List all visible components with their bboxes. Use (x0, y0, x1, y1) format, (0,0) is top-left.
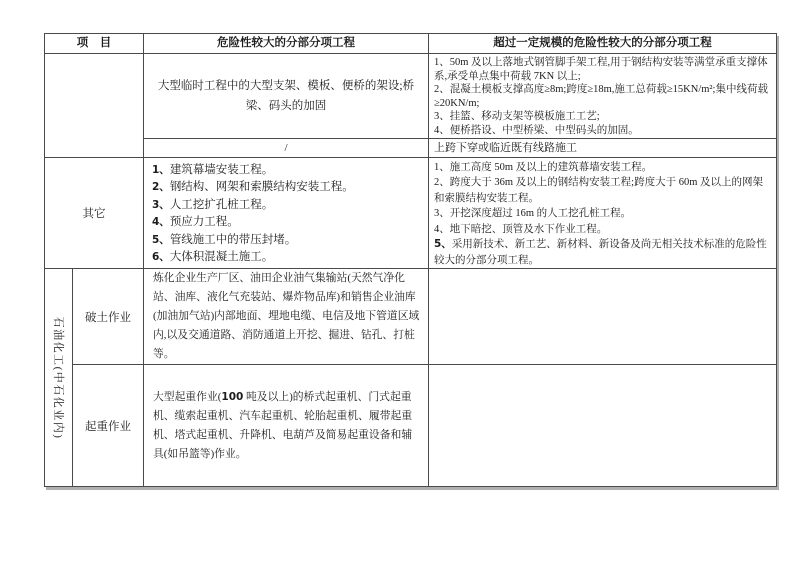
item-text: 钢结构、网架和索膜结构安装工程。 (169, 181, 354, 194)
list-item: 3、挂篮、移动支架等模板施工工艺; (434, 111, 600, 123)
item-text: 人工挖扩孔桩工程。 (169, 198, 274, 211)
cell-other-dangerous (144, 157, 429, 269)
item-text: 管线施工中的带压封堵。 (169, 233, 297, 246)
list-item (152, 179, 424, 197)
line-crossing-row (45, 138, 777, 157)
header-row (45, 34, 777, 54)
header-cell-project: 项 目 (45, 34, 144, 54)
list-item (434, 222, 773, 238)
list-item (434, 160, 773, 176)
item-number: 5、 (152, 233, 170, 246)
item-text: 地下暗挖、顶管及水下作业工程。 (449, 223, 608, 235)
item-text: 施工高度 50m 及以上的建筑幕墙安装工程。 (449, 161, 653, 173)
cell-earth-breaking-label: 破土作业 (73, 269, 144, 365)
item-number: 3、 (152, 198, 170, 211)
temp-works-row (45, 54, 777, 139)
item-number: 1、 (434, 161, 450, 173)
petrochemical-group-label: 石油化工(中石化业内) (51, 316, 64, 439)
cell-lifting-dangerous (144, 365, 429, 487)
item-text: 跨度大于 36m 及以上的钢结构安装工程;跨度大于 60m 及以上的网架和索膜结构安装工程。 (434, 177, 764, 204)
list-item (434, 206, 773, 222)
list-item (152, 214, 424, 232)
list-item: 2、混凝土模板支撑高度≥8m;跨度≥18m,施工总荷载≥15KN/m²;集中线荷载≥20KN/m; (434, 84, 768, 109)
item-number: 2、 (434, 177, 450, 189)
other-row (45, 157, 777, 269)
cell-earth-breaking-over-scale (429, 269, 777, 365)
cell-temp-works-dangerous: 大型临时工程中的大型支架、模板、便桥的架设;桥梁、码头的加固 (144, 54, 429, 139)
lifting-text-post: 吨及以上)的桥式起重机、门式起重机、缆索起重机、汽车起重机、轮胎起重机、履带起重机、塔式起重机、升降机、电葫芦及简易起重设备和辅具(如吊篮等)作业。 (153, 390, 413, 460)
list-item (152, 232, 424, 250)
header-cell-dangerous: 危险性较大的分部分项工程 (144, 34, 429, 54)
item-text: 预应力工程。 (169, 216, 239, 229)
item-number: 2、 (152, 181, 170, 194)
item-number: 3、 (434, 208, 450, 220)
list-item (152, 249, 424, 267)
lifting-row (45, 365, 777, 487)
list-item (152, 162, 424, 180)
lifting-text-pre: 大型起重作业( (153, 390, 222, 403)
item-text: 开挖深度超过 16m 的人工挖孔桩工程。 (449, 208, 632, 220)
item-number: 4、 (152, 216, 170, 229)
earth-breaking-row (45, 269, 777, 365)
cell-lifting-label: 起重作业 (73, 365, 144, 487)
item-number: 6、 (152, 251, 170, 264)
cell-other-over-scale (429, 157, 777, 269)
header-cell-over-scale: 超过一定规模的危险性较大的分部分项工程 (429, 34, 777, 54)
cell-line-crossing-over-scale: 上跨下穿或临近既有线路施工 (429, 138, 777, 157)
lifting-tonnage: 100 (221, 390, 244, 403)
cell-temp-works-over-scale (429, 54, 777, 139)
cell-petrochemical-group (45, 269, 73, 487)
list-item: 4、便桥搭设、中型桥梁、中型码头的加固。 (434, 124, 639, 136)
item-text: 建筑幕墙安装工程。 (169, 163, 274, 176)
item-text: 采用新技术、新工艺、新材料、新设备及尚无相关技术标准的危险性较大的分部分项工程。 (434, 239, 767, 266)
list-item (434, 237, 773, 268)
cell-other-label: 其它 (45, 157, 144, 269)
item-number: 5、 (434, 238, 452, 251)
list-item: 1、50m 及以上落地式钢管脚手架工程,用于钢结构安装等满堂承重支撑体系,承受单点集中荷载 7KN 以上; (434, 57, 768, 82)
list-item (152, 197, 424, 215)
cell-lifting-over-scale (429, 365, 777, 487)
hazard-table (44, 33, 777, 487)
cell-line-crossing-dangerous: / (144, 138, 429, 157)
cell-earth-breaking-dangerous: 炼化企业生产厂区、油田企业油气集输站(天然气净化站、油库、液化气充装站、爆炸物品库)和销售企业油库(加油加气站)内部地面、埋地电缆、电信及地下管道区域内,以及交通道路、消防通道上开挖、掘进、钻孔、打桩等。 (144, 269, 429, 365)
item-number: 4、 (434, 223, 450, 235)
list-item (434, 175, 773, 206)
cell-project-blank (45, 54, 144, 158)
item-text: 大体积混凝土施工。 (169, 251, 274, 264)
item-number: 1、 (152, 163, 170, 176)
